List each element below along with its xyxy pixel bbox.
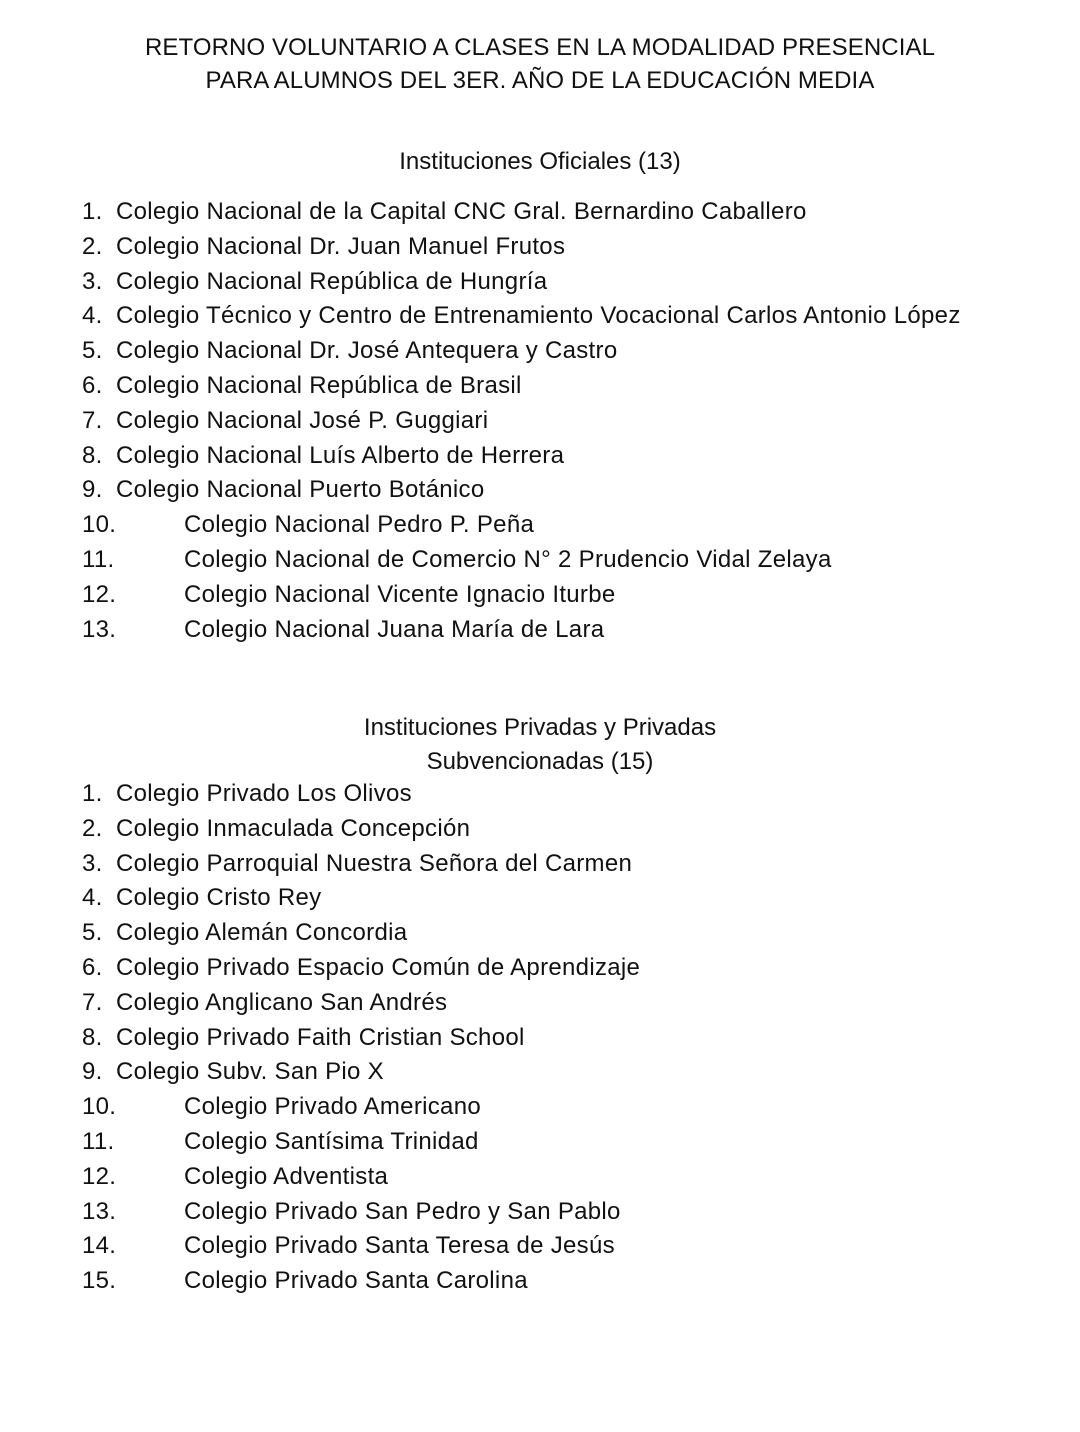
list-item-number: 1. (82, 780, 103, 807)
list-item-name: Colegio Cristo Rey (116, 884, 322, 912)
list-item (0, 1091, 1060, 1126)
list-item-number: 10. (82, 511, 117, 539)
list-item-name: Colegio Nacional República de Brasil (116, 371, 522, 399)
list-item-name: Colegio Nacional Puerto Botánico (116, 476, 485, 504)
list-item-number: 5. (82, 919, 103, 947)
oficiales-heading: Instituciones Oficiales (13) (399, 148, 681, 175)
list-item-name: Colegio Santísima Trinidad (184, 1127, 479, 1155)
list-item-number: 12. (82, 580, 117, 608)
privadas-heading-line-2: Subvencionadas (15) (426, 748, 654, 775)
list-item-name: Colegio Nacional de la Capital CNC Gral. Bernardino Caballero (116, 198, 807, 225)
list-item-number: 7. (82, 988, 103, 1016)
list-item (0, 370, 1060, 405)
list-item (0, 196, 1060, 231)
list-item-name: Colegio Privado Espacio Común de Aprendizaje (116, 953, 641, 981)
list-item-number: 8. (82, 441, 103, 469)
document-title-line-2: PARA ALUMNOS DEL 3ER. AÑO DE LA EDUCACIÓN MEDIA (205, 67, 875, 94)
list-item (0, 509, 1060, 544)
list-item-name: Colegio Parroquial Nuestra Señora del Carmen (116, 849, 633, 877)
list-item-name: Colegio Privado Santa Teresa de Jesús (184, 1232, 615, 1260)
list-item (0, 813, 1060, 848)
list-item (0, 987, 1060, 1022)
list-item-number: 4. (82, 884, 103, 912)
list-item-name: Colegio Privado Santa Carolina (184, 1267, 528, 1295)
list-item-number: 9. (82, 476, 103, 504)
list-item-number: 5. (82, 337, 103, 365)
list-item (0, 300, 1060, 335)
list-item-name: Colegio Privado Americano (184, 1093, 481, 1121)
list-item-number: 13. (82, 615, 117, 643)
list-item (0, 778, 1060, 813)
list-item-name: Colegio Alemán Concordia (116, 919, 408, 947)
list-item-name: Colegio Nacional de Comercio N° 2 Prudencio Vidal Zelaya (184, 545, 832, 573)
list-item-number: 8. (82, 1023, 103, 1051)
list-item (0, 952, 1060, 987)
list-item-number: 2. (82, 232, 103, 260)
list-item (0, 1161, 1060, 1196)
list-item-name: Colegio Técnico y Centro de Entrenamiento Vocacional Carlos Antonio López (116, 302, 961, 330)
list-item (0, 1196, 1060, 1231)
list-item (0, 614, 1060, 649)
list-item-name: Colegio Inmaculada Concepción (116, 814, 471, 842)
list-item-name: Colegio Nacional República de Hungría (116, 267, 548, 295)
list-item-number: 3. (82, 267, 103, 295)
list-item-number: 6. (82, 371, 103, 399)
list-item-number: 6. (82, 953, 103, 981)
list-item-name: Colegio Nacional Pedro P. Peña (184, 511, 535, 539)
privadas-list (0, 778, 1060, 1300)
list-item (0, 474, 1060, 509)
list-item (0, 1126, 1060, 1161)
list-item-name: Colegio Privado Faith Cristian School (116, 1023, 525, 1051)
oficiales-list (0, 196, 1060, 648)
list-item (0, 1056, 1060, 1091)
list-item-number: 4. (82, 302, 103, 330)
list-item-name: Colegio Subv. San Pio X (116, 1058, 384, 1086)
list-item-name: Colegio Nacional Dr. José Antequera y Castro (116, 337, 618, 365)
list-item (0, 266, 1060, 301)
list-item-number: 2. (82, 814, 103, 842)
list-item-name: Colegio Nacional Juana María de Lara (184, 615, 605, 643)
list-item-name: Colegio Adventista (184, 1162, 389, 1190)
list-item-name: Colegio Nacional Vicente Ignacio Iturbe (184, 580, 616, 608)
list-item-number: 11. (82, 545, 115, 573)
list-item-number: 1. (82, 198, 103, 225)
list-item (0, 1230, 1060, 1265)
list-item-number: 12. (82, 1162, 117, 1190)
list-item-name: Colegio Privado San Pedro y San Pablo (184, 1197, 621, 1225)
list-item-number: 9. (82, 1058, 103, 1086)
document-title-line-1: RETORNO VOLUNTARIO A CLASES EN LA MODALIDAD PRESENCIAL (144, 34, 936, 61)
list-item-name: Colegio Nacional Luís Alberto de Herrera (116, 441, 565, 469)
list-item-number: 7. (82, 406, 103, 434)
list-item-number: 14. (82, 1232, 117, 1260)
list-item (0, 231, 1060, 266)
list-item-name: Colegio Anglicano San Andrés (116, 988, 448, 1016)
list-item (0, 917, 1060, 952)
list-item-number: 13. (82, 1197, 117, 1225)
list-item (0, 405, 1060, 440)
list-item (0, 335, 1060, 370)
list-item (0, 848, 1060, 883)
list-item-number: 10. (82, 1093, 117, 1121)
list-item-number: 3. (82, 849, 103, 877)
list-item (0, 544, 1060, 579)
list-item-name: Colegio Privado Los Olivos (116, 780, 412, 807)
privadas-heading-line-1: Instituciones Privadas y Privadas (363, 714, 717, 741)
list-item (0, 1022, 1060, 1057)
list-item-name: Colegio Nacional Dr. Juan Manuel Frutos (116, 232, 566, 260)
list-item-name: Colegio Nacional José P. Guggiari (116, 406, 489, 434)
list-item (0, 1265, 1060, 1300)
list-item-number: 15. (82, 1267, 117, 1295)
list-item (0, 579, 1060, 614)
list-item (0, 882, 1060, 917)
list-item (0, 440, 1060, 475)
list-item-number: 11. (82, 1127, 115, 1155)
